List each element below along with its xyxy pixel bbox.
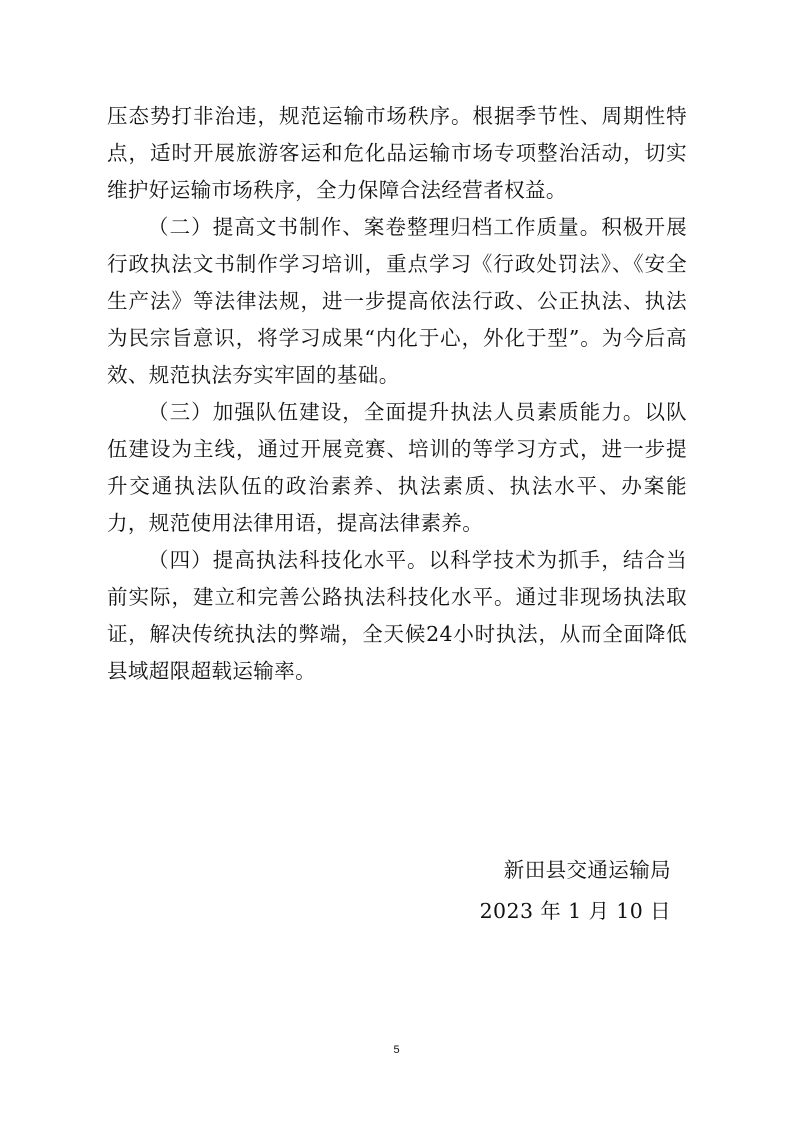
signature-organization: 新田县交通运输局 xyxy=(503,858,671,882)
signature-date: 2023 年 1 月 10 日 xyxy=(479,899,671,923)
page-number: 5 xyxy=(393,1044,400,1056)
signature-block xyxy=(480,852,671,930)
paragraph-section-three: （三）加强队伍建设，全面提升执法人员素质能力。以队伍建设为主线，通过开展竞赛、培训的等学习方式，进一步提升交通执法队伍的政治素养、执法素质、执法水平、办案能力，规范使用法律用语，提高法律素养。 xyxy=(107,400,687,535)
document-body xyxy=(107,98,687,690)
paragraph-section-two: （二）提高文书制作、案卷整理归档工作质量。积极开展行政执法文书制作学习培训，重点学习《行政处罚法》、《安全生产法》等法律法规，进一步提高依法行政、公正执法、执法为民宗旨意识，将学习成果“内化于心，外化于型”。为今后高效、规范执法夯实牢固的基础。 xyxy=(107,215,687,387)
paragraph-continuation: 压态势打非治违，规范运输市场秩序。根据季节性、周期性特点，适时开展旅游客运和危化品运输市场专项整治活动，切实维护好运输市场秩序，全力保障合法经营者权益。 xyxy=(107,104,687,202)
paragraph-section-four: （四）提高执法科技化水平。以科学技术为抓手，结合当前实际，建立和完善公路执法科技化水平。通过非现场执法取证，解决传统执法的弊端，全天候24小时执法，从而全面降低县域超限超载运输率。 xyxy=(107,548,687,683)
